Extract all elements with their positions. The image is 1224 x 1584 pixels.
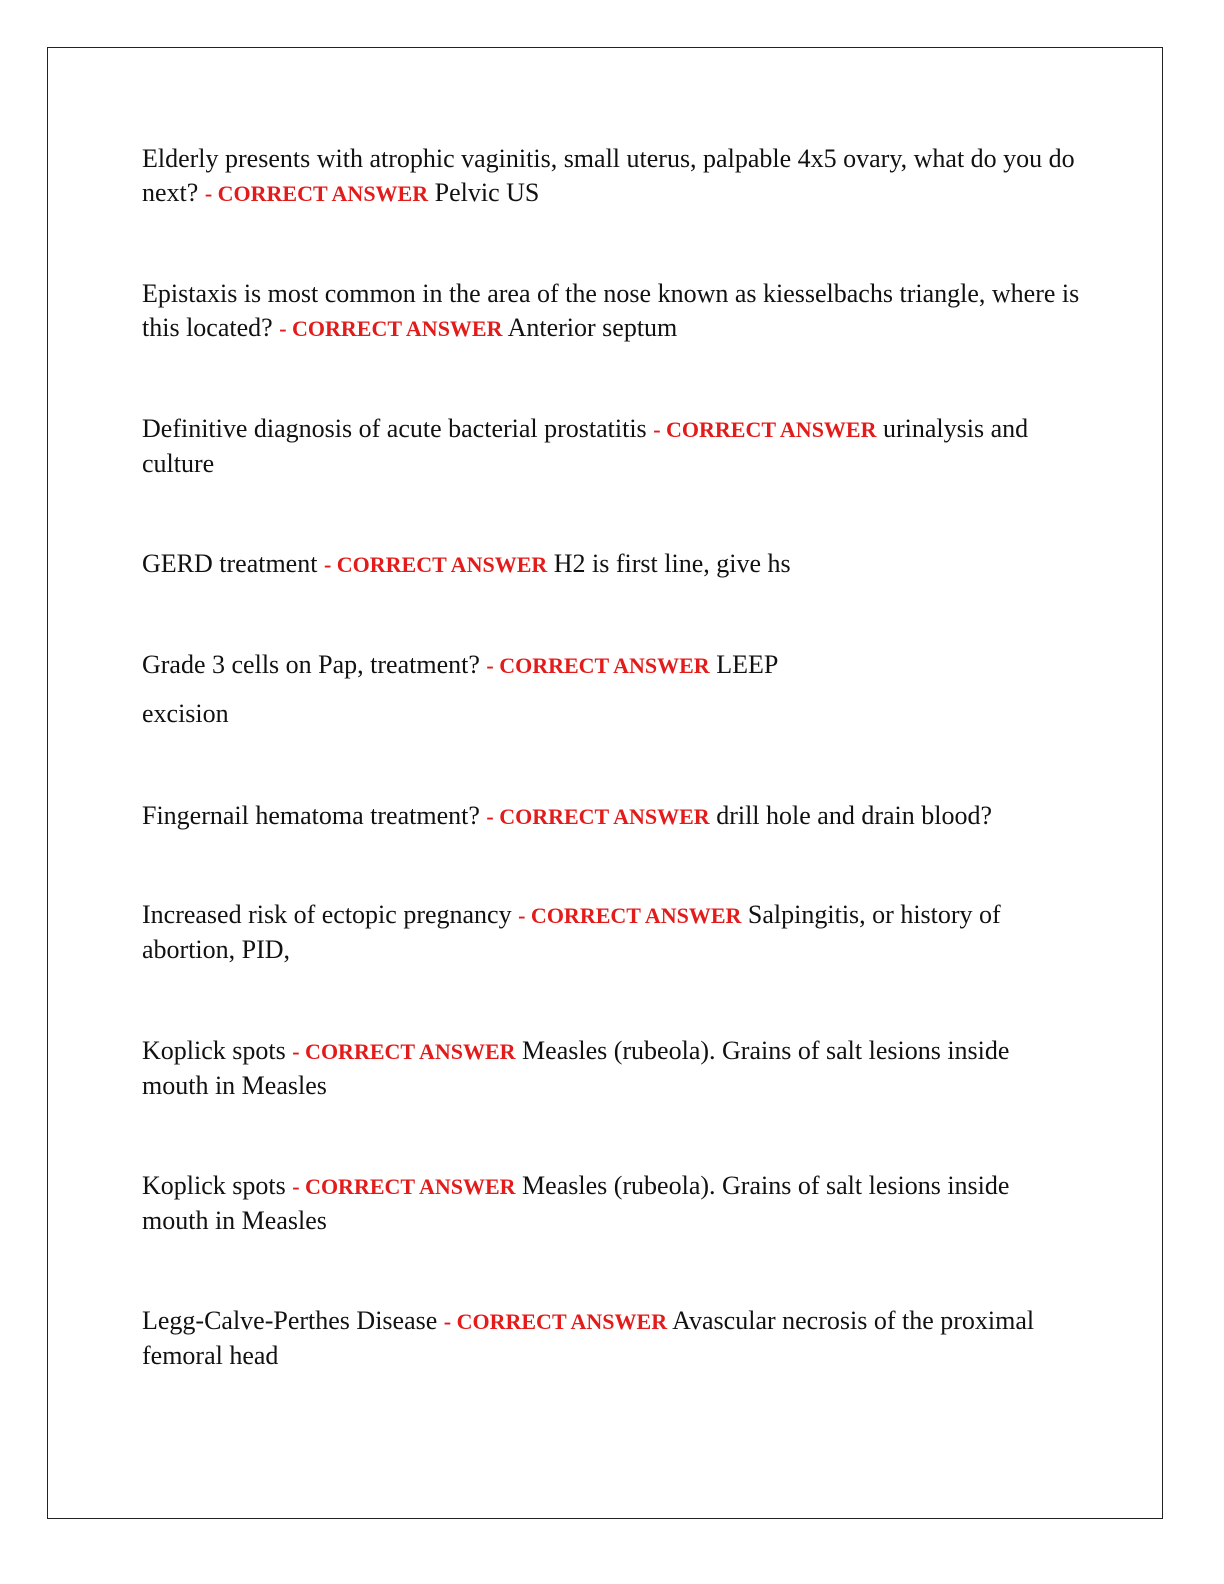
qa-item-6 [142,799,1082,834]
qa-item-1 [142,142,1082,211]
correct-answer-label: - CORRECT ANSWER [204,181,429,206]
answer-text: Pelvic US [434,178,540,207]
answer-text: LEEP [716,650,779,679]
correct-answer-label: - CORRECT ANSWER [292,1039,516,1064]
answer-text: H2 is first line, give hs [553,549,791,578]
answer-text: Anterior septum [507,313,678,342]
correct-answer-label: - CORRECT ANSWER [292,1174,516,1199]
question-text: Legg-Calve-Perthes Disease [142,1306,438,1335]
question-text: Fingernail hematoma treatment? [142,801,480,830]
correct-answer-label: - CORRECT ANSWER [486,804,710,829]
question-text: Grade 3 cells on Pap, treatment? [142,650,480,679]
answer-text: Measles (rubeola). Grains of salt lesions inside mouth in Measles [142,1036,1010,1100]
answer-text: Salpingitis, or history of abortion, PID, [142,900,1001,964]
qa-item-2 [142,277,1082,346]
qa-item-9 [142,1169,1082,1238]
correct-answer-label: - CORRECT ANSWER [518,903,742,928]
qa-item-3 [142,412,1082,481]
correct-answer-label: - CORRECT ANSWER [279,316,503,341]
answer-text: Measles (rubeola). Grains of salt lesions inside mouth in Measles [142,1171,1010,1235]
answer-text: Avascular necrosis of the proximal femoral head [142,1306,1035,1370]
qa-item-10 [142,1304,1082,1373]
correct-answer-label: - CORRECT ANSWER [653,417,877,442]
page-border [47,47,1163,1519]
question-text: Increased risk of ectopic pregnancy [142,900,512,929]
qa-item-8 [142,1034,1082,1103]
question-text: GERD treatment [142,549,318,578]
question-text: Koplick spots [142,1171,286,1200]
answer-text: drill hole and drain blood? [716,801,993,830]
correct-answer-label: - CORRECT ANSWER [323,552,548,577]
answer-continuation: excision [142,699,229,728]
correct-answer-label: - CORRECT ANSWER [443,1309,668,1334]
qa-item-5 [142,648,1082,683]
question-text: Elderly presents with atrophic vaginitis, small uterus, palpable 4x5 ovary, what do you do next? [142,144,1075,207]
answer-text: urinalysis and culture [142,414,1029,478]
question-text: Epistaxis is most common in the area of the nose known as kiesselbachs triangle, where is this located? [142,279,1080,342]
correct-answer-label: - CORRECT ANSWER [486,653,710,678]
qa-item-4 [142,547,1082,582]
question-text: Definitive diagnosis of acute bacterial prostatitis [142,414,647,443]
qa-item-7 [142,898,1082,967]
question-text: Koplick spots [142,1036,286,1065]
